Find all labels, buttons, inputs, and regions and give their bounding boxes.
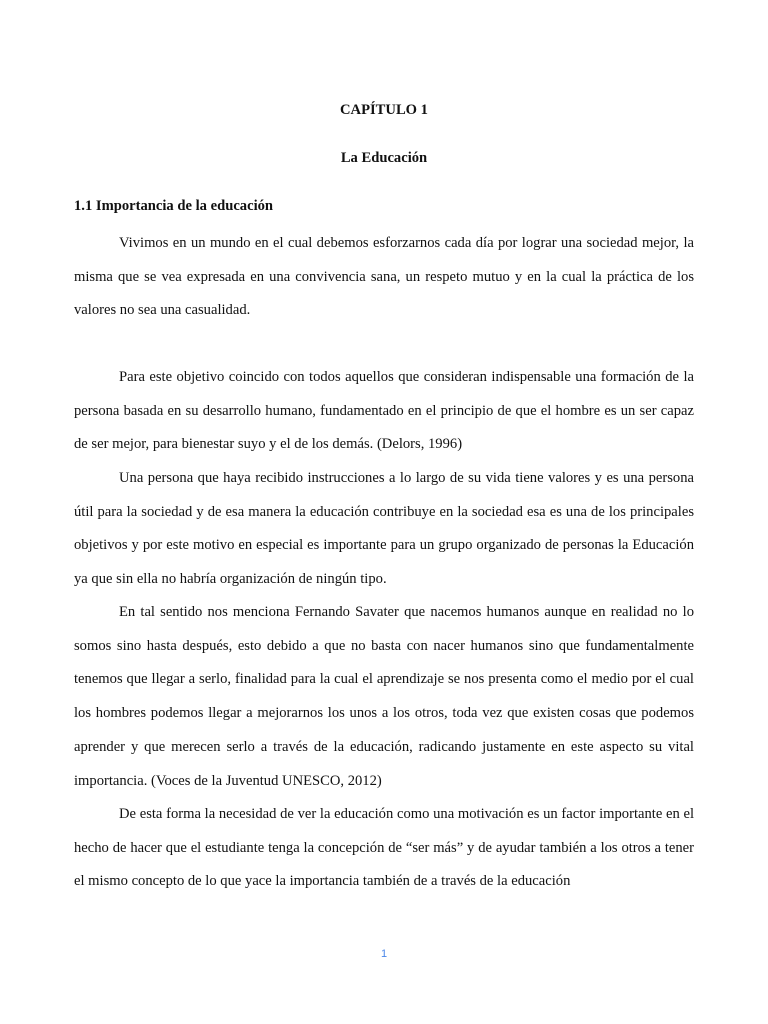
paragraph: En tal sentido nos menciona Fernando Savater que nacemos humanos aunque en realidad no lo somos sino hasta después, esto debido a que no basta con nacer humanos sino que fundamentalmente tenemos que llegar a serlo, finalidad para la cual el aprendizaje se nos presenta como el medio por el cual los hombres podemos llegar a mejorarnos los unos a los otros, toda vez que existen cosas que podemos aprender y que merecen serlo a través de la educación, radicando justamente en este aspecto su vital importancia. (Voces de la Juventud UNESCO, 2012) <box>74 604 694 789</box>
paragraph: Una persona que haya recibido instrucciones a lo largo de su vida tiene valores y es una persona útil para la sociedad y de esa manera la educación contribuye en la sociedad esa es una de los principales objetivos y por este motivo en especial es importante para un grupo organizado de personas la Educación ya que sin ella no habría organización de ningún tipo. <box>74 470 694 588</box>
chapter-title: La Educación <box>340 150 428 166</box>
chapter-heading: CAPÍTULO 1 <box>340 102 428 118</box>
page-number: 1 <box>380 948 388 960</box>
section-heading: 1.1 Importancia de la educación <box>74 198 274 214</box>
paragraph: Para este objetivo coincido con todos aquellos que consideran indispensable una formación de la persona basada en su desarrollo humano, fundamentado en el principio de que el hombre es un ser capaz de ser mejor, para bienestar suyo y el de los demás. (Delors, 1996) <box>74 369 694 453</box>
paragraph: Vivimos en un mundo en el cual debemos esforzarnos cada día por lograr una sociedad mejor, la misma que se vea expresada en una convivencia sana, un respeto mutuo y en la cual la práctica de los valores no sea una casualidad. <box>74 235 694 319</box>
paragraph: De esta forma la necesidad de ver la educación como una motivación es un factor importante en el hecho de hacer que el estudiante tenga la concepción de “ser más” y de ayudar también a los otros a tener el mismo concepto de lo que yace la importancia también de a través de la educación <box>74 806 694 890</box>
